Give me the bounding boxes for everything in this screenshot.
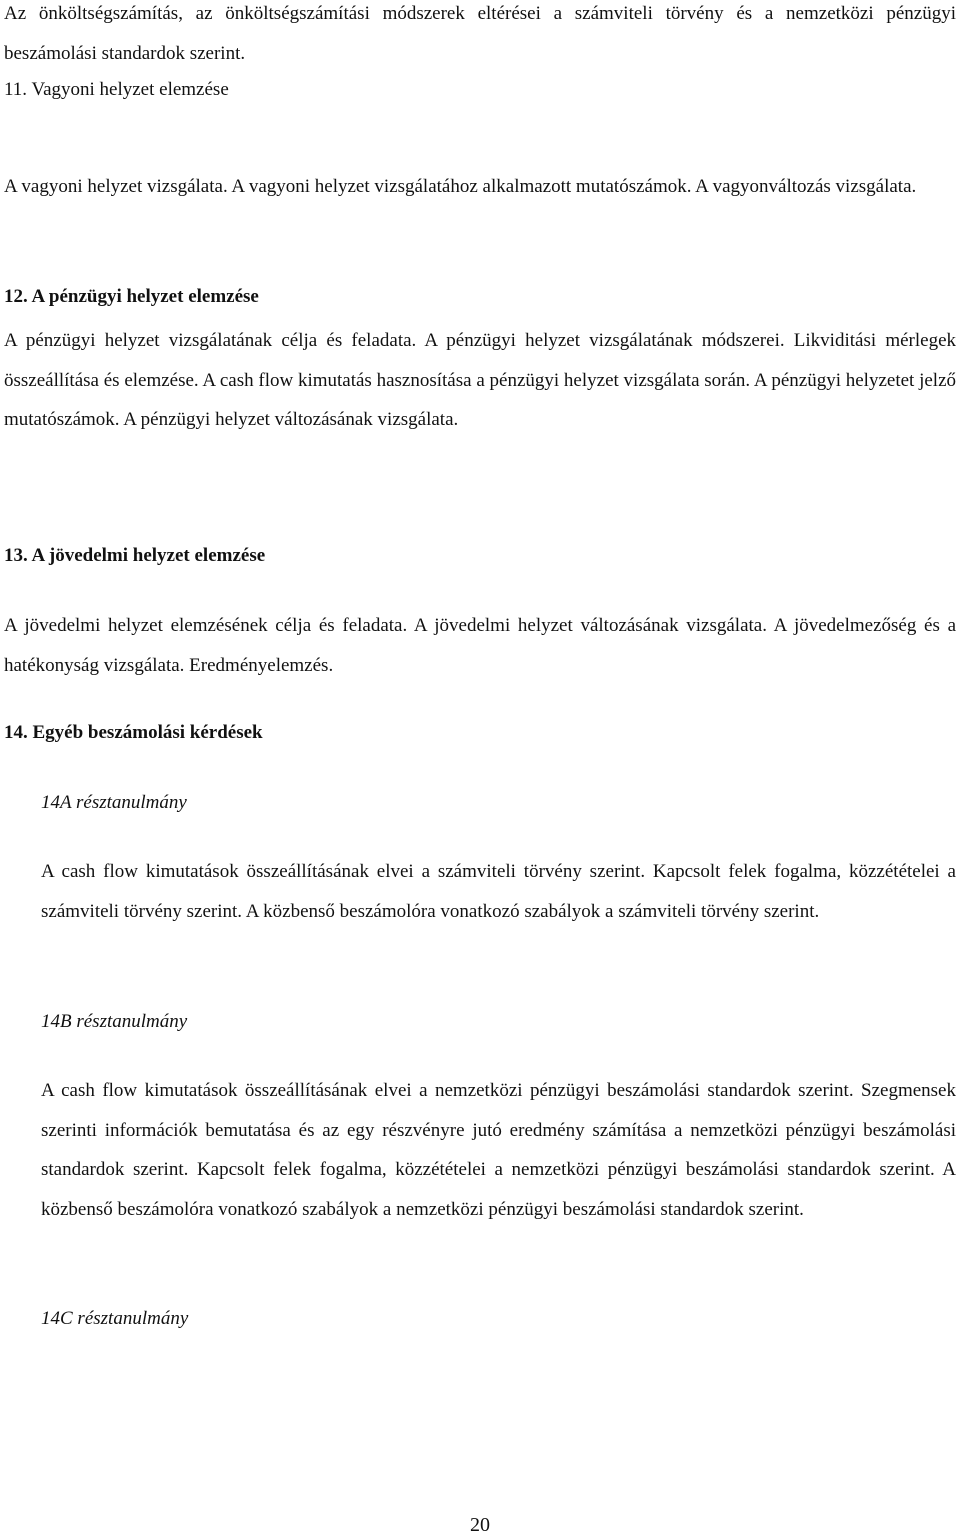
section-12-heading: 12. A pénzügyi helyzet elemzése (4, 286, 259, 307)
section-12-body: A pénzügyi helyzet vizsgálatának célja és feladata. A pénzügyi helyzet vizsgálatának módszerei. Likviditási mérlegek összeállítása és elemzése. A cash flow kimutatás hasznosítása a pénzügyi helyzet vizsgálata során. A pénzügyi helyzetet jelző mutatószámok. A pénzügyi helyzet változásának vizsgálata. (4, 330, 956, 430)
section-11-body: A vagyoni helyzet vizsgálata. A vagyoni helyzet vizsgálatához alkalmazott mutatószámok. A vagyonváltozás vizsgálata. (4, 176, 917, 197)
subsection-14a-title: 14A résztanulmány (41, 792, 187, 813)
section-13-body: A jövedelmi helyzet elemzésének célja és feladata. A jövedelmi helyzet változásának vizsgálata. A jövedelmezőség és a hatékonyság vizsgálata. Eredményelemzés. (4, 615, 956, 676)
subsection-14b-title: 14B résztanulmány (41, 1011, 188, 1032)
section-11-heading: 11. Vagyoni helyzet elemzése (4, 79, 229, 100)
subsection-14b-body: A cash flow kimutatások összeállításának elvei a nemzetközi pénzügyi beszámolási standardok szerint. Szegmensek szerinti információk bemutatása és az egy részvényre jutó eredmény számítása a nemzetközi pénzügyi beszámolási standardok szerint. Kapcsolt felek fogalma, közzétételei a nemzetközi pénzügyi beszámolási standardok szerint. A közbenső beszámolóra vonatkozó szabályok a nemzetközi pénzügyi beszámolási standardok szerint. (41, 1080, 956, 1220)
subsection-14c-title: 14C résztanulmány (41, 1308, 189, 1329)
section-13-heading: 13. A jövedelmi helyzet elemzése (4, 545, 266, 566)
subsection-14a-body: A cash flow kimutatások összeállításának elvei a számviteli törvény szerint. Kapcsolt felek fogalma, közzétételei a számviteli törvény szerint. A közbenső beszámolóra vonatkozó szabályok a számviteli törvény szerint. (41, 861, 956, 922)
section-14-heading: 14. Egyéb beszámolási kérdések (4, 722, 263, 743)
page-number: 20 (470, 1514, 490, 1536)
intro-paragraph: Az önköltségszámítás, az önköltségszámítási módszerek eltérései a számviteli törvény és a nemzetközi pénzügyi beszámolási standardok szerint. (4, 3, 956, 64)
